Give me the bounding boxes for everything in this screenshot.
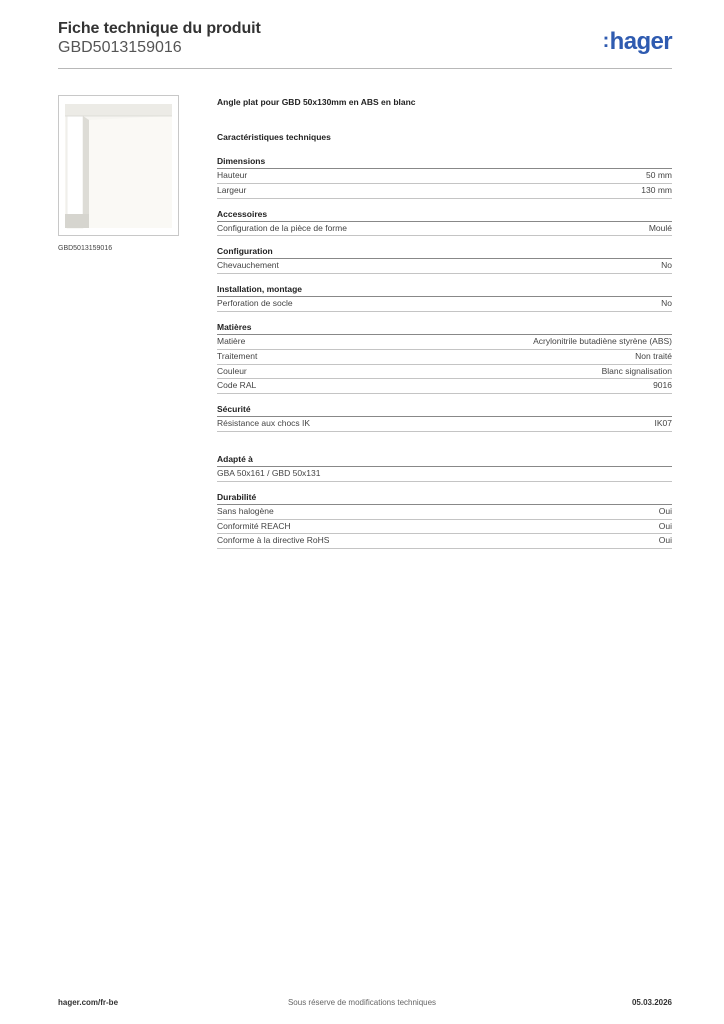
image-caption: GBD5013159016	[58, 245, 113, 252]
spec-value: No	[661, 260, 672, 271]
spec-row	[217, 259, 672, 274]
section-title: Durabilité	[217, 492, 672, 505]
section-security	[217, 404, 672, 432]
spec-value: Oui	[658, 535, 672, 546]
spec-label: Couleur	[217, 365, 247, 376]
spec-content	[217, 95, 672, 549]
logo-dots: :	[602, 30, 609, 52]
section-title: Matières	[217, 322, 672, 335]
section-title: Configuration	[217, 246, 672, 259]
spec-label: Traitement	[217, 350, 258, 361]
section-title: Dimensions	[217, 156, 672, 169]
spec-label: Sans halogène	[217, 505, 274, 516]
footer-website: hager.com/fr-be	[58, 998, 119, 1007]
spec-label: Conforme à la directive RoHS	[217, 535, 330, 546]
logo-text: hager	[609, 28, 672, 55]
spec-value: Oui	[658, 520, 672, 531]
spec-label: GBA 50x161 / GBD 50x131	[217, 467, 321, 478]
spec-value: Moulé	[648, 222, 672, 233]
product-code: GBD5013159016	[58, 39, 182, 56]
tech-heading: Caractéristiques techniques	[217, 132, 331, 142]
spec-value: Oui	[658, 505, 672, 516]
spec-label: Résistance aux chocs IK	[217, 418, 311, 429]
spec-row	[217, 335, 672, 350]
spec-label: Configuration de la pièce de forme	[217, 222, 347, 233]
hager-logo	[603, 28, 672, 56]
spec-label: Chevauchement	[217, 260, 279, 271]
spec-row	[217, 222, 672, 237]
spec-value: Blanc signalisation	[601, 365, 672, 376]
spec-row	[217, 520, 672, 535]
spec-row	[217, 365, 672, 380]
section-compatible	[217, 454, 672, 482]
product-image	[58, 95, 179, 236]
spec-value: 9016	[653, 380, 672, 391]
section-durability	[217, 492, 672, 549]
spec-row	[217, 379, 672, 394]
spec-value: Acrylonitrile butadiène styrène (ABS)	[533, 335, 672, 346]
footer-notice: Sous réserve de modifications techniques	[287, 998, 437, 1007]
spec-row	[217, 350, 672, 365]
spec-value: 50 mm	[646, 170, 672, 180]
product-description: Angle plat pour GBD 50x130mm en ABS en blanc	[217, 97, 416, 107]
spec-value: Non traité	[635, 350, 672, 361]
spec-label: Hauteur	[217, 170, 248, 180]
page-header	[58, 20, 672, 68]
spec-row	[217, 467, 672, 482]
section-dimensions	[217, 156, 672, 199]
spec-value: IK07	[654, 418, 672, 429]
spec-label: Perforation de socle	[217, 298, 293, 309]
spec-label: Conformité REACH	[217, 520, 291, 531]
spec-value: No	[661, 298, 672, 309]
section-configuration	[217, 246, 672, 274]
spec-row	[217, 184, 672, 199]
section-installation	[217, 284, 672, 312]
spec-label: Largeur	[217, 184, 247, 195]
section-title: Accessoires	[217, 209, 672, 222]
spec-row	[217, 297, 672, 312]
section-title: Sécurité	[217, 404, 672, 417]
spec-row	[217, 169, 672, 184]
section-title: Adapté à	[217, 454, 672, 467]
spec-row	[217, 534, 672, 549]
page-title: Fiche technique du produit	[58, 20, 261, 37]
spec-value: 130 mm	[641, 184, 672, 195]
section-materials	[217, 322, 672, 394]
section-title: Installation, montage	[217, 284, 672, 297]
spec-label: Code RAL	[217, 380, 257, 391]
spec-row	[217, 417, 672, 432]
spec-label: Matière	[217, 335, 246, 346]
footer-date: 05.03.2026	[631, 998, 672, 1007]
spec-row	[217, 505, 672, 520]
flat-angle-product-illustration	[59, 96, 178, 235]
header-divider	[58, 68, 672, 69]
section-accessories	[217, 209, 672, 237]
